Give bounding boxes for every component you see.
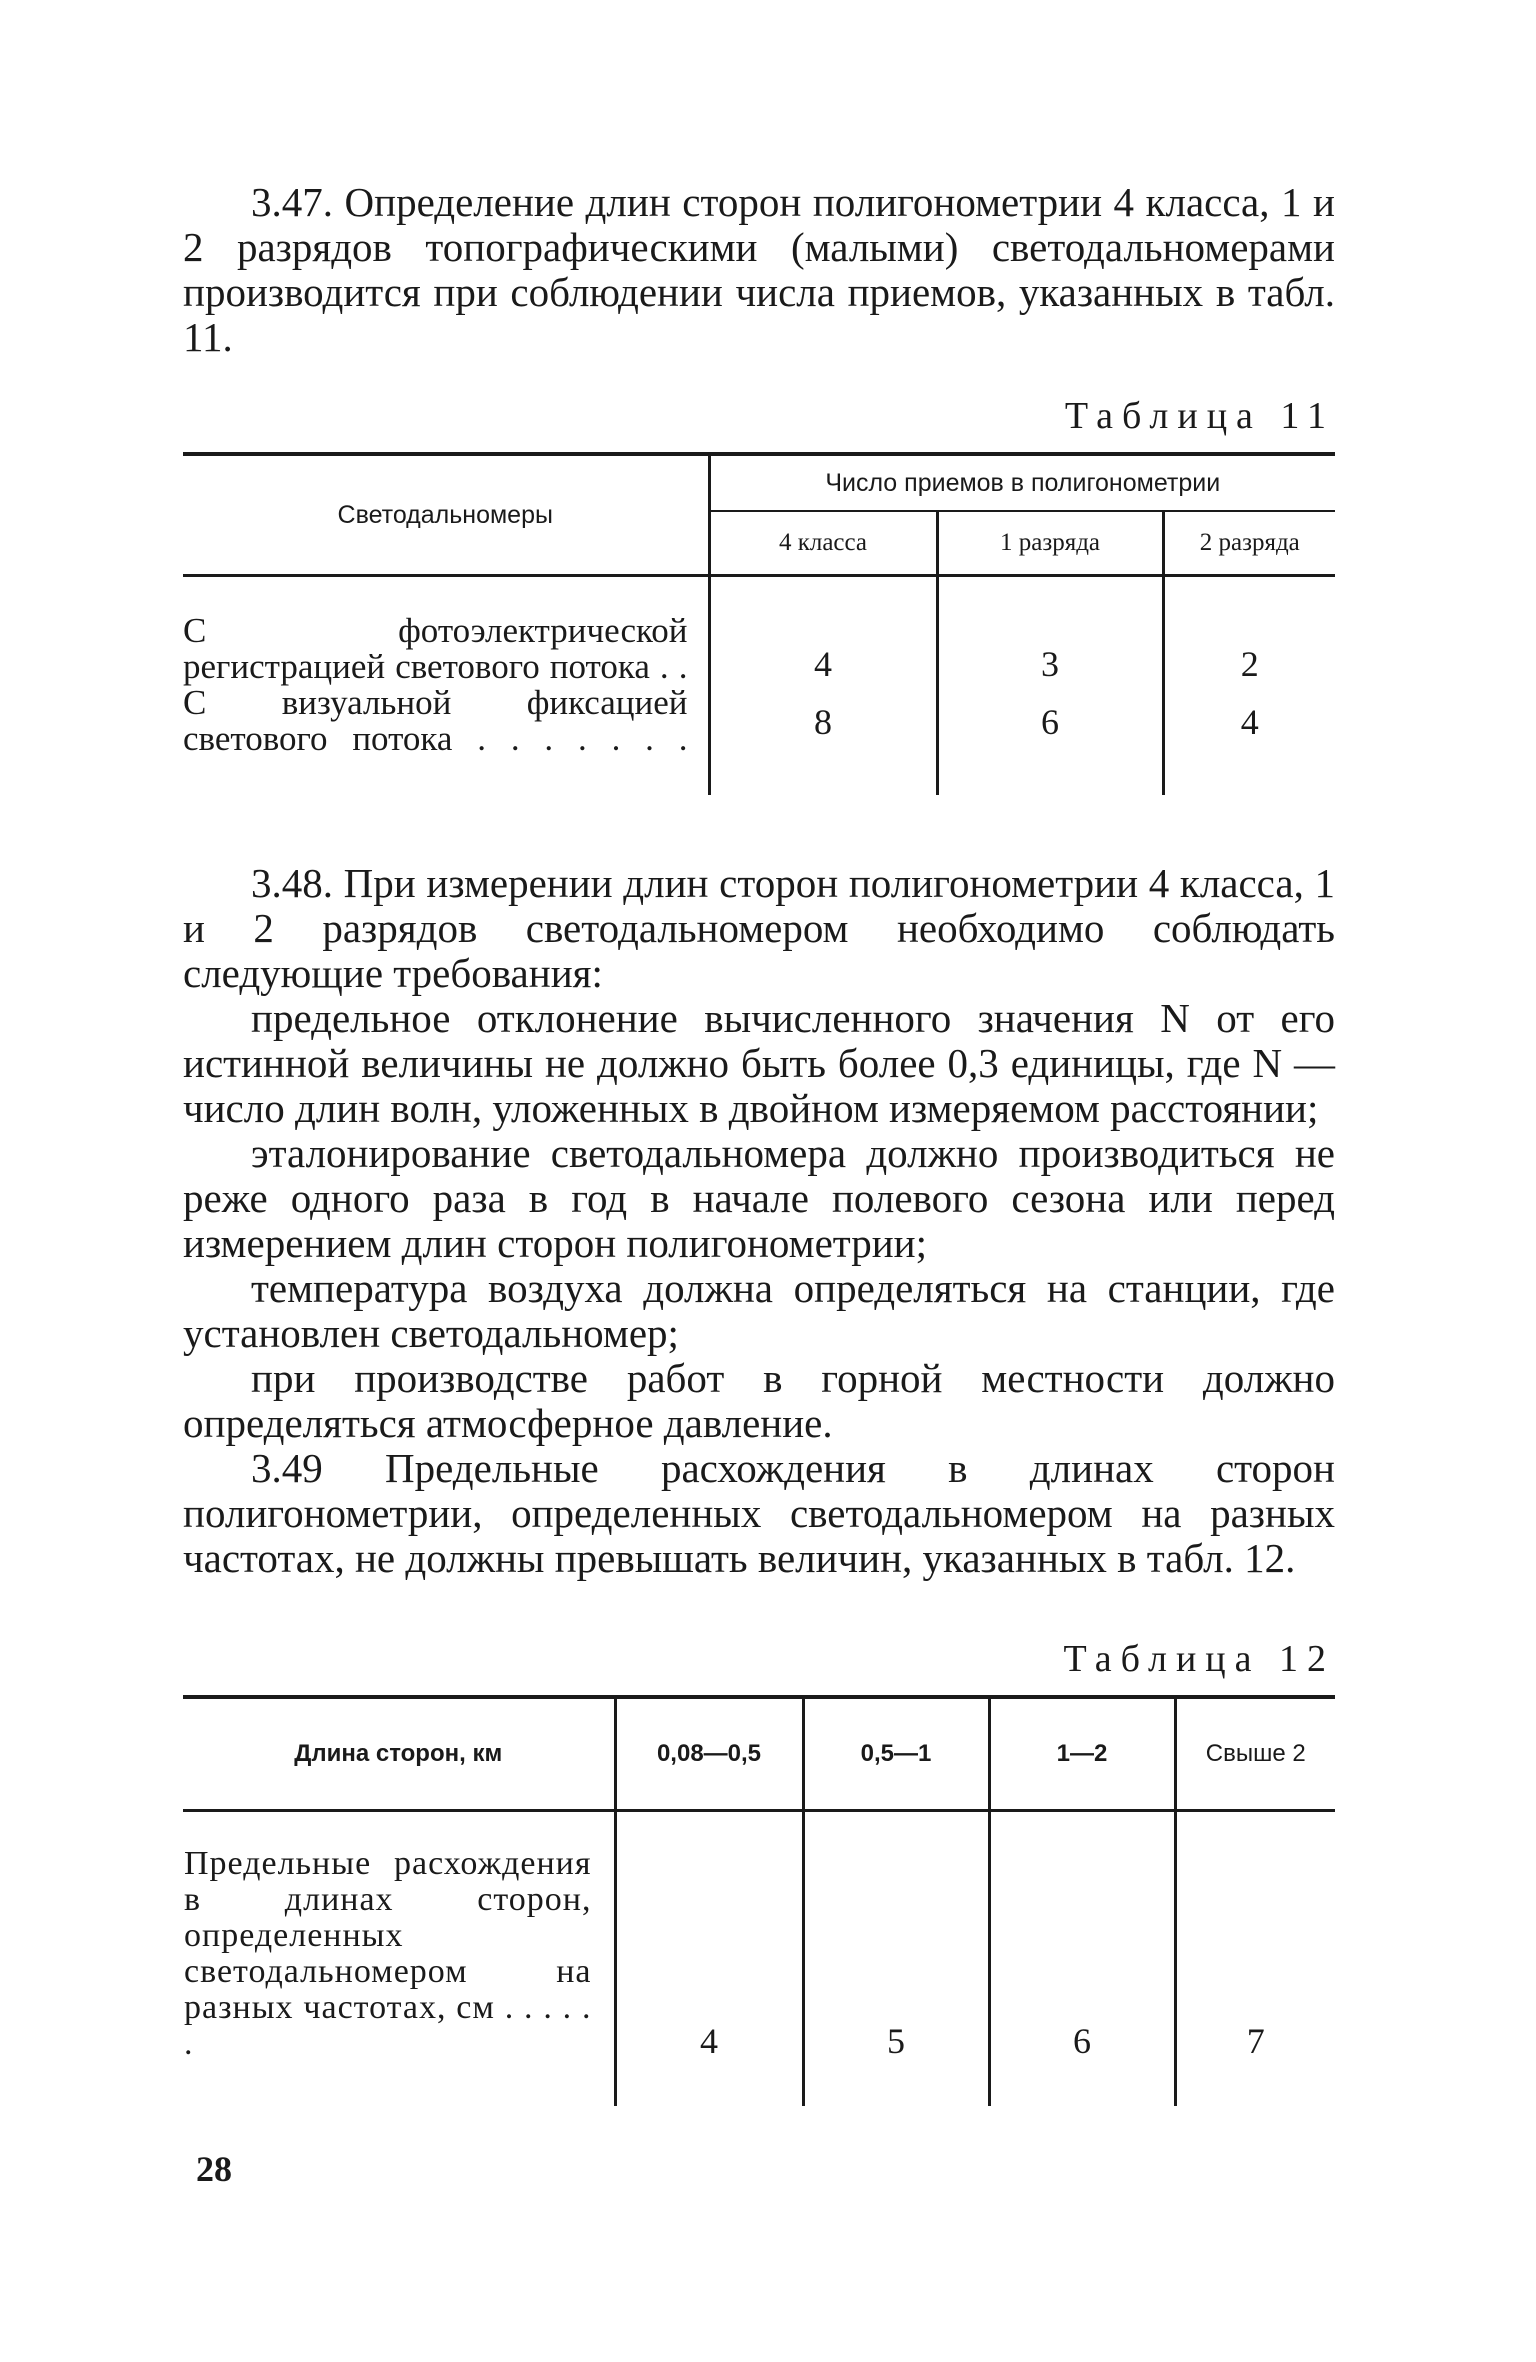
paragraph-3-48-item: температура воздуха должна определяться на станции, где установлен светодальномер; [183, 1265, 1335, 1356]
page-number: 28 [196, 2149, 232, 2189]
table-11-header-group: Число приемов в полигонометрии [709, 454, 1335, 511]
paragraph-3-48-item: при производстве работ в горной местности должно определяться атмосферное давление. [183, 1355, 1335, 1446]
table-12-header-range: Свыше 2 [1175, 1697, 1335, 1811]
table-12-header-range: 0,5—1 [803, 1697, 989, 1811]
table-11-subheader-class4: 4 класса [709, 511, 937, 576]
table-12-cell: 7 [1175, 1811, 1335, 2107]
paragraph-3-49: 3.49 Предельные расхождения в длинах сторон полигонометрии, определенных светодальномером на разных частотах, не должны превышать величин, указанных в табл. 12. [183, 1445, 1335, 1581]
table-11-row-label: С визуальной фиксацией светового потока . . . . . . . [183, 683, 688, 758]
table-12-cell: 5 [803, 1811, 989, 2107]
table-11-subheader-rank1: 1 разряда [937, 511, 1163, 576]
table-12-cell: 6 [989, 1811, 1175, 2107]
table-12-header-range: 1—2 [989, 1697, 1175, 1811]
table-11-row-label: С фотоэлектрической регистрацией светового потока . . [183, 611, 688, 686]
paragraph-3-47: 3.47. Определение длин сторон полигонометрии 4 класса, 1 и 2 разрядов топографическими (малыми) светодальномерами производится при соблюдении числа приемов, указанных в табл. 11. [183, 179, 1335, 360]
paragraph-3-48-intro: 3.48. При измерении длин сторон полигонометрии 4 класса, 1 и 2 разрядов светодальномером необходимо соблюдать следующие требования: [183, 860, 1335, 996]
table-11-cell: 3 [937, 576, 1163, 686]
table-12-row-label: Предельные расхождения в длинах сторон, определенных светодальномером на разных частотах, см . . . . . . [184, 1845, 592, 2062]
paragraph-3-48-item: предельное отклонение вычисленного значения N от его истинной величины не должно быть более 0,3 единицы, где N —число длин волн, уложенных в двойном измеряемом расстоянии; [183, 995, 1335, 1131]
table-12-header-length: Длина сторон, км [183, 1697, 615, 1811]
table-12-cell: 4 [615, 1811, 803, 2107]
table-12-header-range: 0,08—0,5 [615, 1697, 803, 1811]
table-11-header-devices: Светодальномеры [183, 454, 709, 576]
paragraph-3-48-item: эталонирование светодальномера должно производиться не реже одного раза в год в начале полевого сезона или перед измерением длин сторон полигонометрии; [183, 1130, 1335, 1266]
table-11-cell: 2 [1163, 576, 1335, 686]
table-11-caption: Таблица 11 [1064, 395, 1335, 437]
table-11-cell: 4 [709, 576, 937, 686]
table-11-cell: 6 [937, 685, 1163, 795]
document-page [183, 180, 1335, 2106]
table-11 [183, 452, 1335, 795]
table-11-cell: 4 [1163, 685, 1335, 795]
table-12-caption: Таблица 12 [1063, 1638, 1335, 1680]
table-12 [183, 1695, 1335, 2106]
table-11-subheader-rank2: 2 разряда [1163, 511, 1335, 576]
table-11-cell: 8 [709, 685, 937, 795]
